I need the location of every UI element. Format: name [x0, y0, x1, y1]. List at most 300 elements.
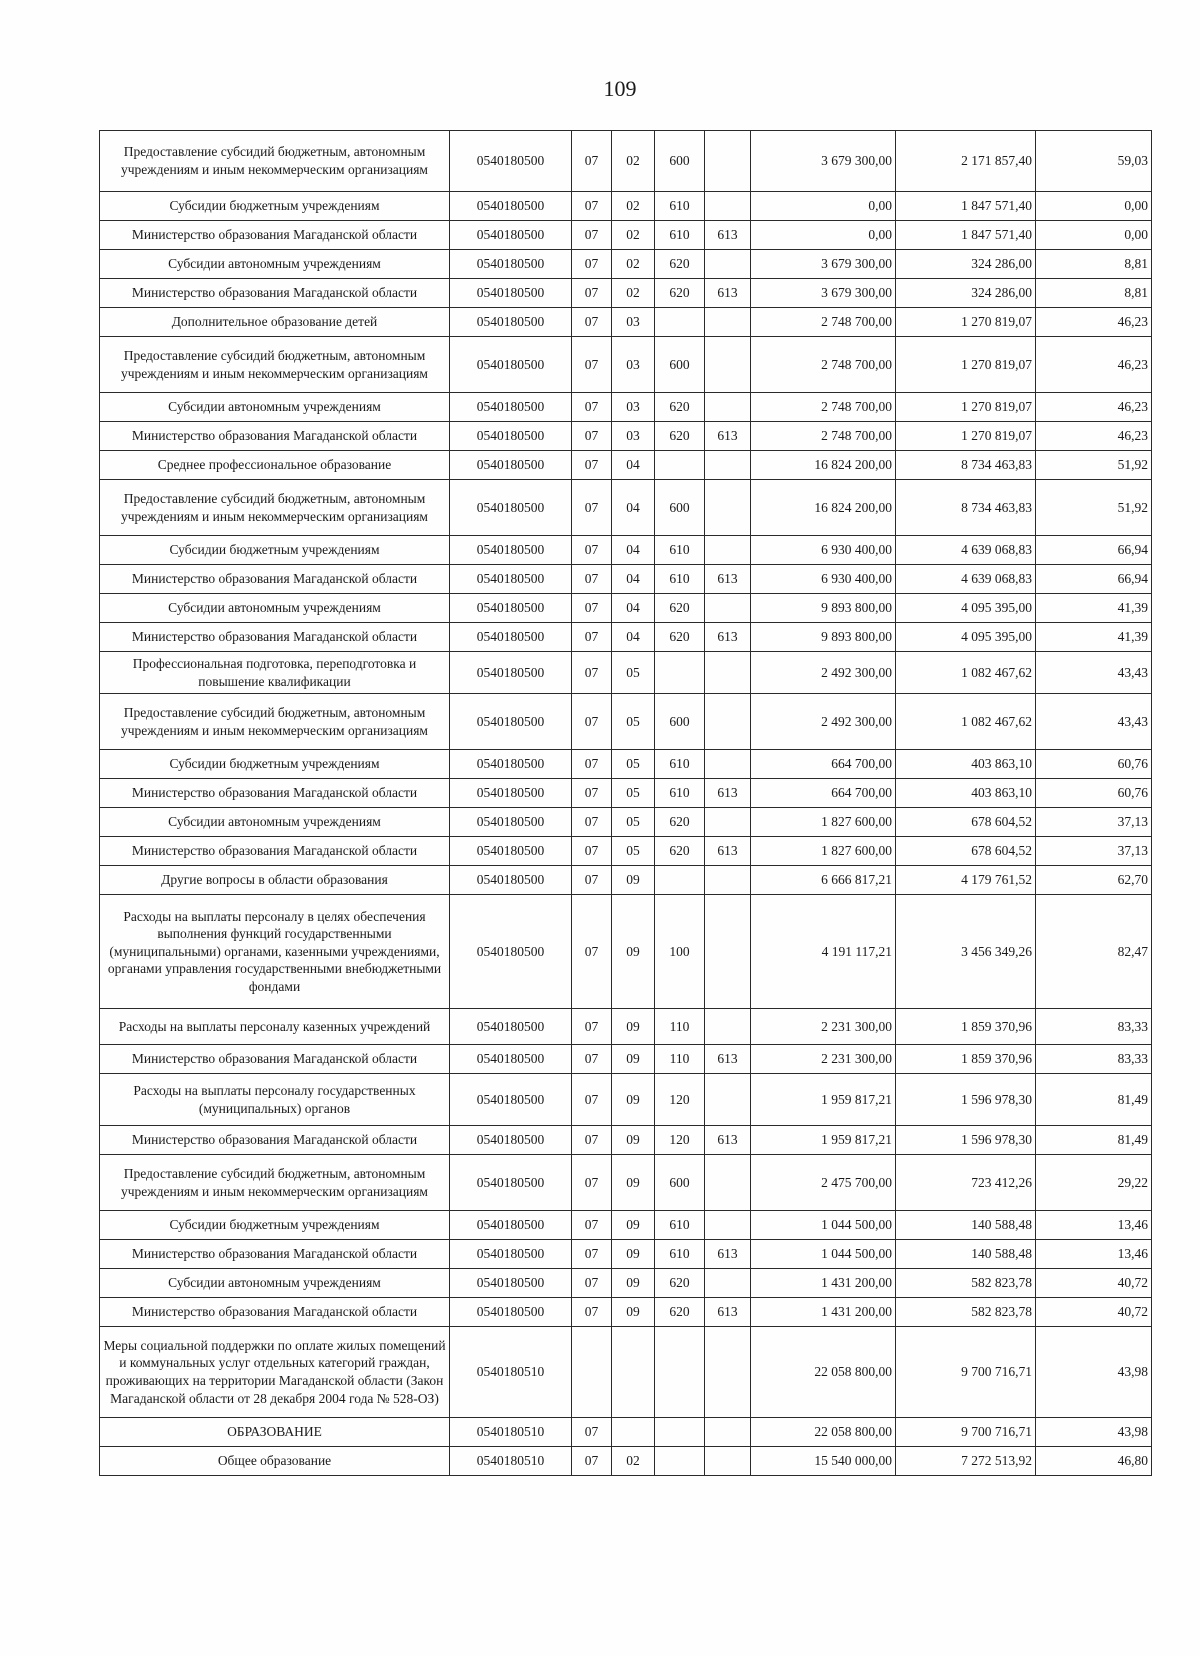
cell-plan: 664 700,00	[751, 750, 896, 779]
cell-fact: 403 863,10	[896, 750, 1036, 779]
table-row	[100, 1045, 1152, 1074]
cell-pct: 46,23	[1036, 422, 1152, 451]
cell-pct: 81,49	[1036, 1126, 1152, 1155]
cell-gr	[705, 308, 751, 337]
cell-gr	[705, 1447, 751, 1476]
cell-gr: 613	[705, 623, 751, 652]
cell-gr	[705, 536, 751, 565]
table-row	[100, 192, 1152, 221]
cell-code: 0540180500	[450, 337, 572, 393]
cell-name: Предоставление субсидий бюджетным, автономным учреждениям и иным некоммерческим организациям	[100, 131, 450, 192]
cell-vr: 620	[655, 1298, 705, 1327]
cell-name: Расходы на выплаты персоналу в целях обеспечения выполнения функций государственными (муниципальными) органами, казенными учреждениями, органами управления государственными внебюджетными фондами	[100, 895, 450, 1009]
cell-gr	[705, 250, 751, 279]
cell-gr	[705, 808, 751, 837]
cell-fact: 9 700 716,71	[896, 1418, 1036, 1447]
table-row	[100, 480, 1152, 536]
cell-gr: 613	[705, 422, 751, 451]
cell-vr: 610	[655, 750, 705, 779]
cell-fact: 324 286,00	[896, 279, 1036, 308]
cell-fact: 1 859 370,96	[896, 1045, 1036, 1074]
cell-fact: 1 847 571,40	[896, 221, 1036, 250]
cell-sec: 07	[572, 1418, 612, 1447]
cell-sec: 07	[572, 451, 612, 480]
cell-pct: 41,39	[1036, 594, 1152, 623]
table-row	[100, 565, 1152, 594]
table-row	[100, 623, 1152, 652]
table-row	[100, 279, 1152, 308]
cell-plan: 4 191 117,21	[751, 895, 896, 1009]
cell-sub: 09	[612, 1045, 655, 1074]
cell-pct: 8,81	[1036, 279, 1152, 308]
cell-fact: 1 270 819,07	[896, 393, 1036, 422]
cell-gr	[705, 750, 751, 779]
cell-fact: 324 286,00	[896, 250, 1036, 279]
table-row	[100, 779, 1152, 808]
cell-sec: 07	[572, 837, 612, 866]
cell-sub: 05	[612, 652, 655, 694]
cell-fact: 7 272 513,92	[896, 1447, 1036, 1476]
cell-plan: 2 492 300,00	[751, 694, 896, 750]
table-row	[100, 1327, 1152, 1418]
cell-sec: 07	[572, 480, 612, 536]
cell-sub: 09	[612, 1298, 655, 1327]
table-row	[100, 393, 1152, 422]
cell-vr	[655, 1418, 705, 1447]
cell-name: Общее образование	[100, 1447, 450, 1476]
cell-code: 0540180500	[450, 451, 572, 480]
table-row	[100, 1418, 1152, 1447]
cell-gr	[705, 131, 751, 192]
cell-name: ОБРАЗОВАНИЕ	[100, 1418, 450, 1447]
cell-sub: 09	[612, 1074, 655, 1126]
table-row	[100, 1240, 1152, 1269]
cell-plan: 9 893 800,00	[751, 623, 896, 652]
cell-plan: 9 893 800,00	[751, 594, 896, 623]
cell-code: 0540180500	[450, 808, 572, 837]
cell-name: Меры социальной поддержки по оплате жилых помещений и коммунальных услуг отдельных категорий граждан, проживающих на территории Магаданской области (Закон Магаданской области от 28 декабря 2004 года № 528-ОЗ)	[100, 1327, 450, 1418]
cell-gr	[705, 1155, 751, 1211]
cell-code: 0540180500	[450, 308, 572, 337]
cell-code: 0540180500	[450, 895, 572, 1009]
cell-sub	[612, 1418, 655, 1447]
table-body	[100, 131, 1152, 1476]
cell-fact: 678 604,52	[896, 837, 1036, 866]
cell-pct: 13,46	[1036, 1211, 1152, 1240]
cell-sub: 09	[612, 895, 655, 1009]
cell-sub: 05	[612, 694, 655, 750]
cell-gr: 613	[705, 1240, 751, 1269]
cell-sec: 07	[572, 652, 612, 694]
cell-sub: 09	[612, 1126, 655, 1155]
cell-fact: 4 179 761,52	[896, 866, 1036, 895]
table-row	[100, 837, 1152, 866]
cell-sec: 07	[572, 694, 612, 750]
cell-sub: 05	[612, 750, 655, 779]
cell-pct: 83,33	[1036, 1009, 1152, 1045]
page-number: 109	[603, 76, 637, 101]
cell-name: Предоставление субсидий бюджетным, автономным учреждениям и иным некоммерческим организациям	[100, 480, 450, 536]
cell-sub: 04	[612, 623, 655, 652]
cell-sub: 03	[612, 308, 655, 337]
cell-code: 0540180500	[450, 393, 572, 422]
cell-plan: 2 748 700,00	[751, 337, 896, 393]
table-row	[100, 1269, 1152, 1298]
cell-sec: 07	[572, 250, 612, 279]
cell-sub: 02	[612, 279, 655, 308]
cell-code: 0540180510	[450, 1418, 572, 1447]
cell-sub: 02	[612, 131, 655, 192]
cell-code: 0540180500	[450, 279, 572, 308]
cell-name: Субсидии автономным учреждениям	[100, 393, 450, 422]
cell-gr	[705, 1074, 751, 1126]
cell-code: 0540180500	[450, 1126, 572, 1155]
cell-sec: 07	[572, 337, 612, 393]
table-row	[100, 750, 1152, 779]
cell-fact: 582 823,78	[896, 1298, 1036, 1327]
cell-vr: 610	[655, 192, 705, 221]
cell-plan: 1 959 817,21	[751, 1074, 896, 1126]
cell-vr	[655, 308, 705, 337]
cell-vr: 620	[655, 594, 705, 623]
cell-sub: 02	[612, 1447, 655, 1476]
cell-sec	[572, 1327, 612, 1418]
cell-code: 0540180500	[450, 480, 572, 536]
cell-name: Другие вопросы в области образования	[100, 866, 450, 895]
cell-code: 0540180500	[450, 1045, 572, 1074]
cell-vr: 620	[655, 279, 705, 308]
cell-pct: 0,00	[1036, 192, 1152, 221]
cell-sub: 09	[612, 1240, 655, 1269]
cell-vr: 120	[655, 1126, 705, 1155]
cell-plan: 3 679 300,00	[751, 131, 896, 192]
cell-gr: 613	[705, 1045, 751, 1074]
cell-sub: 03	[612, 337, 655, 393]
cell-name: Предоставление субсидий бюджетным, автономным учреждениям и иным некоммерческим организациям	[100, 337, 450, 393]
cell-plan: 2 748 700,00	[751, 422, 896, 451]
cell-fact: 582 823,78	[896, 1269, 1036, 1298]
cell-gr	[705, 652, 751, 694]
cell-sec: 07	[572, 565, 612, 594]
cell-code: 0540180500	[450, 422, 572, 451]
cell-vr: 600	[655, 694, 705, 750]
cell-gr	[705, 337, 751, 393]
cell-name: Предоставление субсидий бюджетным, автономным учреждениям и иным некоммерческим организациям	[100, 694, 450, 750]
cell-name: Субсидии автономным учреждениям	[100, 1269, 450, 1298]
cell-vr: 620	[655, 422, 705, 451]
cell-vr: 610	[655, 536, 705, 565]
cell-name: Министерство образования Магаданской области	[100, 1298, 450, 1327]
cell-name: Дополнительное образование детей	[100, 308, 450, 337]
table-row	[100, 808, 1152, 837]
cell-sub: 02	[612, 192, 655, 221]
table-row	[100, 250, 1152, 279]
cell-code: 0540180500	[450, 1211, 572, 1240]
cell-plan: 2 748 700,00	[751, 393, 896, 422]
cell-sec: 07	[572, 1009, 612, 1045]
cell-sec: 07	[572, 866, 612, 895]
cell-sec: 07	[572, 1126, 612, 1155]
cell-gr: 613	[705, 221, 751, 250]
cell-fact: 1 596 978,30	[896, 1074, 1036, 1126]
cell-code: 0540180500	[450, 1009, 572, 1045]
table-row	[100, 652, 1152, 694]
cell-name: Министерство образования Магаданской области	[100, 1240, 450, 1269]
cell-sec: 07	[572, 1155, 612, 1211]
cell-plan: 16 824 200,00	[751, 480, 896, 536]
table-row	[100, 866, 1152, 895]
cell-code: 0540180500	[450, 250, 572, 279]
cell-code: 0540180500	[450, 623, 572, 652]
cell-vr: 610	[655, 779, 705, 808]
cell-fact: 4 095 395,00	[896, 594, 1036, 623]
table-row	[100, 536, 1152, 565]
cell-fact: 140 588,48	[896, 1211, 1036, 1240]
cell-plan: 6 666 817,21	[751, 866, 896, 895]
cell-name: Министерство образования Магаданской области	[100, 1126, 450, 1155]
cell-name: Министерство образования Магаданской области	[100, 422, 450, 451]
cell-name: Субсидии автономным учреждениям	[100, 250, 450, 279]
cell-plan: 1 431 200,00	[751, 1269, 896, 1298]
cell-pct: 51,92	[1036, 451, 1152, 480]
cell-pct: 13,46	[1036, 1240, 1152, 1269]
cell-plan: 2 475 700,00	[751, 1155, 896, 1211]
cell-sec: 07	[572, 279, 612, 308]
cell-fact: 1 596 978,30	[896, 1126, 1036, 1155]
cell-name: Профессиональная подготовка, переподготовка и повышение квалификации	[100, 652, 450, 694]
cell-vr	[655, 1327, 705, 1418]
table-row	[100, 594, 1152, 623]
cell-code: 0540180500	[450, 1269, 572, 1298]
cell-plan: 664 700,00	[751, 779, 896, 808]
cell-pct: 43,98	[1036, 1327, 1152, 1418]
cell-fact: 2 171 857,40	[896, 131, 1036, 192]
cell-vr	[655, 1447, 705, 1476]
cell-gr: 613	[705, 565, 751, 594]
cell-gr: 613	[705, 1126, 751, 1155]
cell-gr	[705, 1211, 751, 1240]
cell-sec: 07	[572, 1240, 612, 1269]
cell-pct: 60,76	[1036, 750, 1152, 779]
cell-vr: 120	[655, 1074, 705, 1126]
cell-sub: 03	[612, 422, 655, 451]
cell-sub: 09	[612, 866, 655, 895]
cell-sec: 07	[572, 131, 612, 192]
cell-sec: 07	[572, 808, 612, 837]
cell-plan: 3 679 300,00	[751, 279, 896, 308]
cell-gr	[705, 1009, 751, 1045]
cell-gr: 613	[705, 1298, 751, 1327]
cell-pct: 46,80	[1036, 1447, 1152, 1476]
cell-sec: 07	[572, 536, 612, 565]
cell-plan: 1 044 500,00	[751, 1211, 896, 1240]
cell-pct: 46,23	[1036, 393, 1152, 422]
cell-vr	[655, 652, 705, 694]
cell-gr	[705, 1269, 751, 1298]
cell-vr	[655, 866, 705, 895]
table-row	[100, 1211, 1152, 1240]
cell-gr	[705, 594, 751, 623]
cell-sec: 07	[572, 221, 612, 250]
cell-fact: 1 859 370,96	[896, 1009, 1036, 1045]
cell-pct: 66,94	[1036, 536, 1152, 565]
cell-code: 0540180500	[450, 866, 572, 895]
cell-vr: 620	[655, 393, 705, 422]
cell-code: 0540180500	[450, 1298, 572, 1327]
cell-plan: 6 930 400,00	[751, 536, 896, 565]
table-row	[100, 1447, 1152, 1476]
cell-plan: 2 492 300,00	[751, 652, 896, 694]
cell-pct: 8,81	[1036, 250, 1152, 279]
cell-sub: 05	[612, 808, 655, 837]
cell-sec: 07	[572, 594, 612, 623]
cell-fact: 4 639 068,83	[896, 565, 1036, 594]
table-row	[100, 131, 1152, 192]
cell-name: Министерство образования Магаданской области	[100, 779, 450, 808]
cell-fact: 1 847 571,40	[896, 192, 1036, 221]
cell-pct: 62,70	[1036, 866, 1152, 895]
cell-gr	[705, 192, 751, 221]
cell-vr: 600	[655, 480, 705, 536]
cell-pct: 37,13	[1036, 837, 1152, 866]
cell-sec: 07	[572, 1269, 612, 1298]
cell-fact: 723 412,26	[896, 1155, 1036, 1211]
cell-fact: 3 456 349,26	[896, 895, 1036, 1009]
cell-plan: 3 679 300,00	[751, 250, 896, 279]
table-row	[100, 1155, 1152, 1211]
cell-code: 0540180500	[450, 192, 572, 221]
cell-code: 0540180500	[450, 694, 572, 750]
cell-sec: 07	[572, 192, 612, 221]
cell-gr	[705, 1418, 751, 1447]
cell-pct: 41,39	[1036, 623, 1152, 652]
cell-pct: 66,94	[1036, 565, 1152, 594]
cell-sec: 07	[572, 1045, 612, 1074]
cell-sec: 07	[572, 308, 612, 337]
budget-table	[99, 130, 1152, 1476]
cell-plan: 2 231 300,00	[751, 1045, 896, 1074]
cell-gr	[705, 866, 751, 895]
cell-name: Субсидии бюджетным учреждениям	[100, 750, 450, 779]
cell-sub: 05	[612, 779, 655, 808]
table-row	[100, 1074, 1152, 1126]
table-row	[100, 422, 1152, 451]
cell-plan: 15 540 000,00	[751, 1447, 896, 1476]
cell-pct: 29,22	[1036, 1155, 1152, 1211]
cell-sub: 09	[612, 1211, 655, 1240]
cell-vr: 610	[655, 565, 705, 594]
cell-vr: 620	[655, 808, 705, 837]
table-row	[100, 1298, 1152, 1327]
cell-fact: 1 270 819,07	[896, 422, 1036, 451]
cell-vr: 610	[655, 1211, 705, 1240]
cell-sub: 05	[612, 837, 655, 866]
cell-pct: 43,98	[1036, 1418, 1152, 1447]
cell-pct: 46,23	[1036, 308, 1152, 337]
cell-name: Министерство образования Магаданской области	[100, 623, 450, 652]
cell-fact: 9 700 716,71	[896, 1327, 1036, 1418]
cell-sub: 04	[612, 451, 655, 480]
cell-code: 0540180500	[450, 1240, 572, 1269]
cell-code: 0540180500	[450, 1155, 572, 1211]
cell-vr: 100	[655, 895, 705, 1009]
cell-vr: 620	[655, 1269, 705, 1298]
cell-pct: 82,47	[1036, 895, 1152, 1009]
cell-pct: 0,00	[1036, 221, 1152, 250]
cell-code: 0540180500	[450, 779, 572, 808]
cell-sec: 07	[572, 1298, 612, 1327]
cell-code: 0540180500	[450, 221, 572, 250]
cell-code: 0540180510	[450, 1327, 572, 1418]
cell-name: Субсидии бюджетным учреждениям	[100, 1211, 450, 1240]
cell-name: Предоставление субсидий бюджетным, автономным учреждениям и иным некоммерческим организациям	[100, 1155, 450, 1211]
cell-gr	[705, 694, 751, 750]
cell-vr: 600	[655, 337, 705, 393]
cell-fact: 4 639 068,83	[896, 536, 1036, 565]
cell-sub	[612, 1327, 655, 1418]
cell-name: Субсидии автономным учреждениям	[100, 808, 450, 837]
cell-gr	[705, 480, 751, 536]
cell-name: Министерство образования Магаданской области	[100, 1045, 450, 1074]
cell-pct: 81,49	[1036, 1074, 1152, 1126]
table-row	[100, 337, 1152, 393]
cell-fact: 8 734 463,83	[896, 451, 1036, 480]
cell-fact: 1 270 819,07	[896, 337, 1036, 393]
cell-code: 0540180500	[450, 536, 572, 565]
cell-fact: 140 588,48	[896, 1240, 1036, 1269]
cell-fact: 403 863,10	[896, 779, 1036, 808]
cell-vr: 620	[655, 623, 705, 652]
cell-pct: 43,43	[1036, 694, 1152, 750]
table-row	[100, 1009, 1152, 1045]
cell-code: 0540180500	[450, 565, 572, 594]
cell-name: Субсидии бюджетным учреждениям	[100, 536, 450, 565]
cell-fact: 8 734 463,83	[896, 480, 1036, 536]
cell-vr: 110	[655, 1009, 705, 1045]
table-row	[100, 221, 1152, 250]
cell-name: Среднее профессиональное образование	[100, 451, 450, 480]
cell-vr: 110	[655, 1045, 705, 1074]
cell-plan: 16 824 200,00	[751, 451, 896, 480]
cell-name: Министерство образования Магаданской области	[100, 837, 450, 866]
cell-pct: 51,92	[1036, 480, 1152, 536]
table-row	[100, 451, 1152, 480]
cell-name: Министерство образования Магаданской области	[100, 565, 450, 594]
cell-sub: 02	[612, 221, 655, 250]
cell-plan: 2 748 700,00	[751, 308, 896, 337]
cell-fact: 4 095 395,00	[896, 623, 1036, 652]
cell-plan: 6 930 400,00	[751, 565, 896, 594]
cell-plan: 1 827 600,00	[751, 808, 896, 837]
cell-name: Расходы на выплаты персоналу государственных (муниципальных) органов	[100, 1074, 450, 1126]
cell-vr: 600	[655, 131, 705, 192]
cell-gr	[705, 1327, 751, 1418]
cell-fact: 678 604,52	[896, 808, 1036, 837]
cell-sec: 07	[572, 1074, 612, 1126]
cell-sub: 04	[612, 536, 655, 565]
table-row	[100, 694, 1152, 750]
cell-plan: 1 827 600,00	[751, 837, 896, 866]
cell-plan: 22 058 800,00	[751, 1327, 896, 1418]
cell-sub: 04	[612, 565, 655, 594]
cell-vr: 610	[655, 221, 705, 250]
cell-sec: 07	[572, 750, 612, 779]
cell-sub: 09	[612, 1269, 655, 1298]
cell-fact: 1 270 819,07	[896, 308, 1036, 337]
cell-sec: 07	[572, 393, 612, 422]
cell-plan: 1 959 817,21	[751, 1126, 896, 1155]
cell-vr: 620	[655, 250, 705, 279]
